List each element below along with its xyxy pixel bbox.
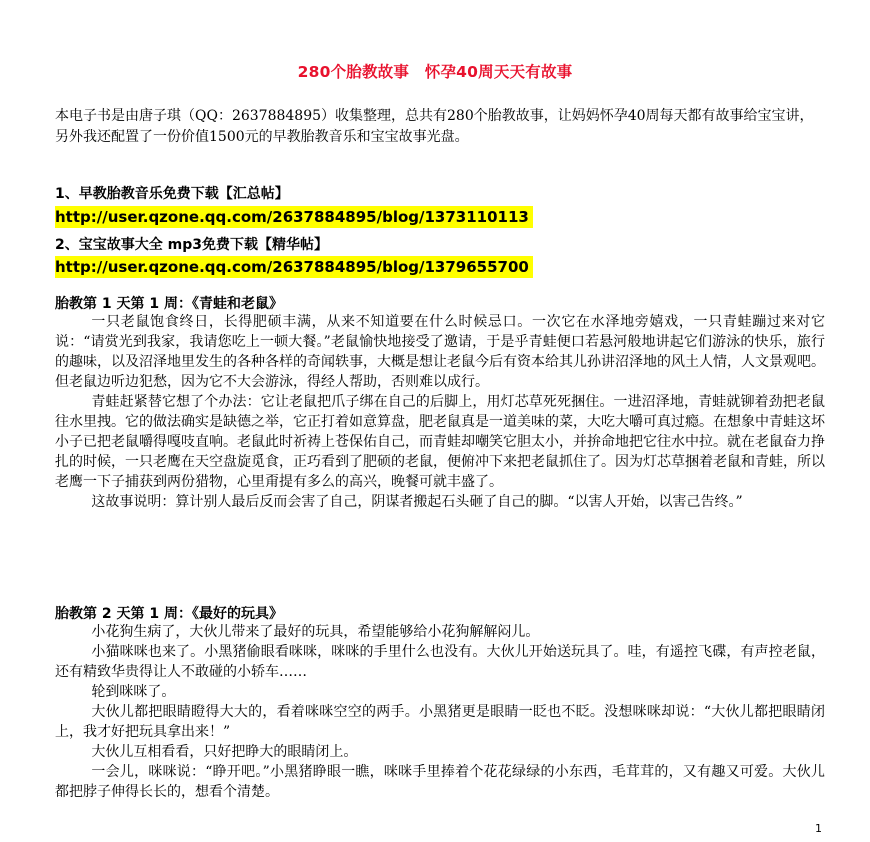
story-paragraph: 大伙儿互相看看，只好把睁大的眼睛闭上。 [91,744,358,760]
story-1-body [55,312,825,512]
story-paragraph: 小花狗生病了，大伙儿带来了最好的玩具，希望能够给小花狗解解闷儿。 [91,624,540,640]
story-paragraph: 小猫咪咪也来了。小黑猪偷眼看咪咪，咪咪的手里什么也没有。大伙儿开始送玩具了。哇，有遥控飞碟，有声控老鼠，还有精致华贵得让人不敢碰的小轿车…… [55,644,825,680]
section-2-label: 2、宝宝故事大全 mp3免费下载【精华帖】 [55,237,328,253]
story-2-body [55,622,825,802]
story-paragraph: 一只老鼠饱食终日，长得肥硕丰满，从来不知道要在什么时候忌口。一次它在水泽地旁嬉戏，一只青蛙蹦过来对它说：“请赏光到我家，我请您吃上一顿大餐。”老鼠愉快地接受了邀请，于是乎青蛙便口若悬河般地讲起它们游泳的快乐，旅行的趣味，以及沼泽地里发生的各种各样的奇闻轶事，大概是想让老鼠今后有资本给其儿孙讲沼泽地的风土人情，人文景观吧。但老鼠边听边犯愁，因为它不大会游泳，得经人帮助，否则难以成行。 [55,314,825,390]
story-paragraph: 这故事说明：算计别人最后反而会害了自己，阴谋者搬起石头砸了自己的脚。“以害人开始，以害己告终。” [91,494,743,510]
story-paragraph: 大伙儿都把眼睛瞪得大大的，看着咪咪空空的两手。小黑猪更是眼睛一眨也不眨。没想咪咪却说：“大伙儿都把眼睛闭上，我才好把玩具拿出来！” [55,704,825,740]
story-paragraph: 一会儿，咪咪说：“睁开吧。”小黑猪睁眼一瞧，咪咪手里捧着个花花绿绿的小东西，毛茸茸的，又有趣又可爱。大伙儿都把脖子伸得长长的，想看个清楚。 [55,764,825,800]
section-1-label: 1、早教胎教音乐免费下载【汇总帖】 [55,186,289,202]
page-number: 1 [815,822,822,835]
section-1-link[interactable]: http://user.qzone.qq.com/2637884895/blog/1373110113 [55,206,533,228]
section-2-link[interactable]: http://user.qzone.qq.com/2637884895/blog/1379655700 [55,256,533,278]
story-2-heading: 胎教第 2 天第 1 周：《最好的玩具》 [55,606,283,622]
story-1-heading: 胎教第 1 天第 1 周：《青蛙和老鼠》 [55,296,283,312]
document-title: 280个胎教故事 怀孕40周天天有故事 [297,63,573,81]
intro-paragraph: 本电子书是由唐子琪（QQ：2637884895）收集整理，总共有280个胎教故事，让妈妈怀孕40周每天都有故事给宝宝讲，另外我还配置了一份价值1500元的早教胎教音乐和宝宝故事光盘。 [55,108,814,145]
story-paragraph: 青蛙赶紧替它想了个办法：它让老鼠把爪子绑在自己的后脚上，用灯芯草死死捆住。一进沼泽地，青蛙就铆着劲把老鼠往水里拽。它的做法确实是缺德之举，它正打着如意算盘，肥老鼠真是一道美味的菜，大吃大嚼可真过瘾。在想象中青蛙这坏小子已把老鼠嚼得嘎吱直响。老鼠此时祈祷上苍保佑自己，而青蛙却嘲笑它胆太小，并拚命地把它往水中拉。就在老鼠奋力挣扎的时候，一只老鹰在天空盘旋觅食，正巧看到了肥硕的老鼠，便俯冲下来把老鼠抓住了。因为灯芯草捆着老鼠和青蛙，所以老鹰一下子捕获到两份猎物，心里甭提有多么的高兴，晚餐可就丰盛了。 [55,394,825,490]
story-paragraph: 轮到咪咪了。 [91,684,176,700]
